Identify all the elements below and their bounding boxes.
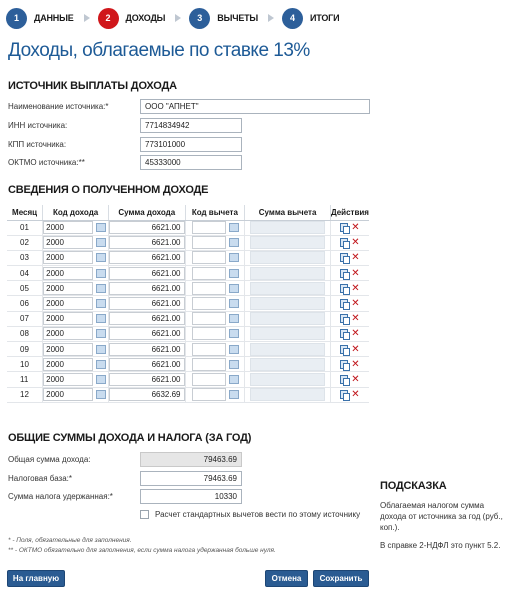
lookup-icon[interactable]: [229, 375, 239, 384]
hint-title: ПОДСКАЗКА: [380, 480, 447, 492]
income-sum-input[interactable]: 6621.00: [109, 282, 184, 295]
deduction-sum-input: [250, 327, 325, 340]
lookup-icon[interactable]: [229, 314, 239, 323]
deduction-code-cell: [185, 220, 245, 235]
income-sum-cell: [109, 387, 185, 402]
deduction-code-input[interactable]: [192, 388, 226, 401]
month-cell: [7, 326, 43, 341]
deduction-sum-cell: [245, 266, 331, 281]
deduction-sum-cell: [245, 326, 331, 341]
actions-cell: [330, 342, 369, 357]
table-row: [7, 342, 369, 357]
deduction-sum-cell: [245, 296, 331, 311]
month-value: 04: [20, 268, 29, 278]
income-sum-input[interactable]: 6621.00: [109, 236, 184, 249]
col-month: Месяц: [7, 205, 43, 220]
tax-base-input[interactable]: 79463.69: [140, 471, 242, 486]
deduction-sum-input: [250, 373, 325, 386]
cancel-button[interactable]: Отмена: [265, 570, 308, 587]
copy-icon[interactable]: [340, 253, 348, 262]
page-title: Доходы, облагаемые по ставке 13%: [8, 40, 310, 61]
lookup-icon[interactable]: [229, 223, 239, 232]
income-code-input[interactable]: 2000: [43, 282, 93, 295]
tax-withheld-input[interactable]: 10330: [140, 489, 242, 504]
delete-icon[interactable]: ✕: [351, 328, 360, 340]
footnote-oktmo: ** - ОКТМО обязательно для заполнения, если сумма налога удержанная больше нуля.: [8, 547, 276, 554]
income-sum-cell: [109, 220, 185, 235]
income-sum-cell: [109, 235, 185, 250]
copy-icon[interactable]: [340, 314, 348, 323]
standard-deductions-row: [140, 507, 360, 522]
income-code-input[interactable]: 2000: [43, 251, 93, 264]
income-code-cell: [43, 281, 109, 296]
deduction-code-cell: [185, 372, 245, 387]
income-code-input[interactable]: 2000: [43, 327, 93, 340]
income-sum-input[interactable]: 6621.00: [109, 312, 184, 325]
kpp-row: [8, 137, 242, 152]
deduction-sum-cell: [245, 357, 331, 372]
month-cell: [7, 235, 43, 250]
deduction-code-cell: [185, 357, 245, 372]
actions-cell: [330, 372, 369, 387]
oktmo-row: [8, 155, 242, 170]
table-row: [7, 266, 369, 281]
month-value: 05: [20, 283, 29, 293]
step-number: 2: [98, 8, 119, 29]
step-label: ИТОГИ: [310, 13, 340, 23]
lookup-icon[interactable]: [96, 345, 106, 354]
deduction-sum-input: [250, 282, 325, 295]
month-cell: [7, 372, 43, 387]
month-value: 01: [20, 223, 29, 233]
income-sum-cell: [109, 342, 185, 357]
totals-section-title: ОБЩИЕ СУММЫ ДОХОДА И НАЛОГА (ЗА ГОД): [8, 432, 252, 444]
table-header-row: [7, 205, 369, 220]
standard-deductions-checkbox[interactable]: [140, 510, 149, 519]
source-name-label: Наименование источника:*: [8, 102, 109, 111]
footnote-required: * - Поля, обязательные для заполнения.: [8, 537, 132, 544]
month-value: 08: [20, 329, 29, 339]
delete-icon[interactable]: ✕: [351, 343, 360, 355]
deduction-code-cell: [185, 326, 245, 341]
month-value: 10: [20, 359, 29, 369]
col-deduction-sum: Сумма вычета: [245, 205, 331, 220]
lookup-icon[interactable]: [229, 329, 239, 338]
income-code-input[interactable]: 2000: [43, 221, 93, 234]
tax-withheld-row: [8, 489, 242, 504]
deduction-sum-cell: [245, 250, 331, 265]
lookup-icon[interactable]: [96, 375, 106, 384]
copy-icon[interactable]: [340, 269, 348, 278]
income-code-cell: [43, 357, 109, 372]
income-sum-input[interactable]: 6621.00: [109, 297, 184, 310]
deduction-code-cell: [185, 250, 245, 265]
income-sum-input[interactable]: 6621.00: [109, 251, 184, 264]
step-number: 1: [6, 8, 27, 29]
step-label: ДОХОДЫ: [125, 13, 166, 23]
month-cell: [7, 266, 43, 281]
deduction-code-cell: [185, 235, 245, 250]
income-sum-input[interactable]: 6621.00: [109, 358, 184, 371]
income-sum-input[interactable]: 6621.00: [109, 327, 184, 340]
deduction-sum-input: [250, 358, 325, 371]
income-sum-input[interactable]: 6621.00: [109, 267, 184, 280]
income-code-cell: [43, 266, 109, 281]
table-row: [7, 357, 369, 372]
delete-icon[interactable]: ✕: [351, 373, 360, 385]
month-value: 12: [20, 390, 29, 400]
income-code-cell: [43, 296, 109, 311]
deduction-code-cell: [185, 296, 245, 311]
delete-icon[interactable]: ✕: [351, 237, 360, 249]
copy-icon[interactable]: [340, 390, 348, 399]
step-results[interactable]: [282, 8, 339, 29]
deduction-code-cell: [185, 342, 245, 357]
delete-icon[interactable]: ✕: [351, 282, 360, 294]
table-row: [7, 372, 369, 387]
step-arrow-icon: [175, 14, 181, 22]
lookup-icon[interactable]: [96, 360, 106, 369]
delete-icon[interactable]: ✕: [351, 222, 360, 234]
col-actions: Действия: [330, 205, 369, 220]
actions-cell: [330, 326, 369, 341]
copy-icon[interactable]: [340, 345, 348, 354]
income-code-cell: [43, 250, 109, 265]
copy-icon[interactable]: [340, 299, 348, 308]
delete-icon[interactable]: ✕: [351, 252, 360, 264]
step-label: ДАННЫЕ: [34, 13, 74, 23]
delete-icon[interactable]: ✕: [351, 358, 360, 370]
oktmo-label: ОКТМО источника:**: [8, 158, 85, 167]
lookup-icon[interactable]: [229, 238, 239, 247]
lookup-icon[interactable]: [229, 269, 239, 278]
step-data[interactable]: [6, 8, 74, 29]
copy-icon[interactable]: [340, 223, 348, 232]
deduction-sum-input: [250, 343, 325, 356]
income-sum-cell: [109, 281, 185, 296]
deduction-sum-cell: [245, 220, 331, 235]
hint-text: Облагаемая налогом сумма дохода от источника за год (руб., коп.).: [380, 501, 503, 532]
lookup-icon[interactable]: [96, 299, 106, 308]
deduction-code-input[interactable]: [192, 327, 226, 340]
copy-icon[interactable]: [340, 360, 348, 369]
source-name-input[interactable]: ООО "АПНЕТ": [140, 99, 370, 114]
month-value: 11: [20, 374, 29, 384]
deduction-code-cell: [185, 281, 245, 296]
deduction-sum-input: [250, 251, 325, 264]
col-income-code: Код дохода: [43, 205, 109, 220]
deduction-sum-input: [250, 267, 325, 280]
income-table-body: [7, 220, 369, 402]
deduction-code-input[interactable]: [192, 358, 226, 371]
table-row: [7, 281, 369, 296]
month-cell: [7, 250, 43, 265]
delete-icon[interactable]: ✕: [351, 267, 360, 279]
total-income-input: 79463.69: [140, 452, 242, 467]
income-code-cell: [43, 311, 109, 326]
lookup-icon[interactable]: [96, 223, 106, 232]
lookup-icon[interactable]: [229, 345, 239, 354]
lookup-icon[interactable]: [96, 390, 106, 399]
income-code-cell: [43, 326, 109, 341]
deduction-code-cell: [185, 266, 245, 281]
actions-cell: [330, 296, 369, 311]
delete-icon[interactable]: ✕: [351, 389, 360, 401]
copy-icon[interactable]: [340, 284, 348, 293]
actions-cell: [330, 387, 369, 402]
income-sum-cell: [109, 250, 185, 265]
income-sum-cell: [109, 326, 185, 341]
month-cell: [7, 220, 43, 235]
income-code-input[interactable]: 2000: [43, 236, 93, 249]
month-cell: [7, 281, 43, 296]
income-code-cell: [43, 387, 109, 402]
oktmo-input[interactable]: 45333000: [140, 155, 242, 170]
income-code-input[interactable]: 2000: [43, 267, 93, 280]
deduction-sum-cell: [245, 372, 331, 387]
step-income[interactable]: [98, 8, 166, 29]
deduction-sum-cell: [245, 387, 331, 402]
step-number: 4: [282, 8, 303, 29]
lookup-icon[interactable]: [229, 253, 239, 262]
month-cell: [7, 296, 43, 311]
month-cell: [7, 342, 43, 357]
actions-cell: [330, 250, 369, 265]
deduction-code-input[interactable]: [192, 312, 226, 325]
deduction-sum-cell: [245, 235, 331, 250]
income-section-title: СВЕДЕНИЯ О ПОЛУЧЕННОМ ДОХОДЕ: [8, 184, 209, 196]
income-code-input[interactable]: 2000: [43, 343, 93, 356]
income-sum-input[interactable]: 6621.00: [109, 221, 184, 234]
kpp-input[interactable]: 773101000: [140, 137, 242, 152]
kpp-label: КПП источника:: [8, 140, 67, 149]
deduction-code-input[interactable]: [192, 343, 226, 356]
month-value: 02: [20, 238, 29, 248]
inn-row: [8, 118, 242, 133]
copy-icon[interactable]: [340, 375, 348, 384]
deduction-sum-input: [250, 221, 325, 234]
standard-deductions-label: Расчет стандартных вычетов вести по этому источнику: [155, 510, 361, 519]
total-income-row: [8, 452, 242, 467]
income-sum-input[interactable]: 6621.00: [109, 343, 184, 356]
income-sum-cell: [109, 266, 185, 281]
deduction-code-input[interactable]: [192, 236, 226, 249]
income-code-input[interactable]: 2000: [43, 297, 93, 310]
deduction-sum-cell: [245, 342, 331, 357]
lookup-icon[interactable]: [229, 284, 239, 293]
actions-cell: [330, 266, 369, 281]
lookup-icon[interactable]: [96, 253, 106, 262]
actions-cell: [330, 235, 369, 250]
copy-icon[interactable]: [340, 238, 348, 247]
lookup-icon[interactable]: [229, 360, 239, 369]
col-income-sum: Сумма дохода: [109, 205, 185, 220]
lookup-icon[interactable]: [96, 329, 106, 338]
income-code-input[interactable]: 2000: [43, 373, 93, 386]
month-value: 07: [20, 314, 29, 324]
deduction-code-input[interactable]: [192, 297, 226, 310]
tax-withheld-label: Сумма налога удержанная:*: [8, 492, 113, 501]
actions-cell: [330, 311, 369, 326]
deduction-code-input[interactable]: [192, 251, 226, 264]
step-arrow-icon: [84, 14, 90, 22]
income-code-input[interactable]: 2000: [43, 358, 93, 371]
deduction-code-input[interactable]: [192, 221, 226, 234]
deduction-code-cell: [185, 311, 245, 326]
income-code-cell: [43, 372, 109, 387]
delete-icon[interactable]: ✕: [351, 298, 360, 310]
income-sum-cell: [109, 372, 185, 387]
inn-label: ИНН источника:: [8, 121, 68, 130]
source-section-title: ИСТОЧНИК ВЫПЛАТЫ ДОХОДА: [8, 80, 177, 92]
lookup-icon[interactable]: [229, 390, 239, 399]
home-button[interactable]: На главную: [7, 570, 65, 587]
lookup-icon[interactable]: [96, 284, 106, 293]
table-row: [7, 387, 369, 402]
inn-input[interactable]: 7714834942: [140, 118, 242, 133]
income-code-cell: [43, 342, 109, 357]
deduction-code-cell: [185, 387, 245, 402]
lookup-icon[interactable]: [96, 269, 106, 278]
actions-cell: [330, 281, 369, 296]
hint-text-ndfl: В справке 2-НДФЛ это пункт 5.2.: [380, 541, 501, 550]
lookup-icon[interactable]: [96, 314, 106, 323]
deduction-sum-input: [250, 388, 325, 401]
actions-cell: [330, 220, 369, 235]
month-cell: [7, 357, 43, 372]
table-row: [7, 296, 369, 311]
lookup-icon[interactable]: [229, 299, 239, 308]
income-code-cell: [43, 235, 109, 250]
income-sum-input[interactable]: 6632.69: [109, 388, 184, 401]
month-value: 06: [20, 299, 29, 309]
income-table: [7, 205, 369, 403]
deduction-sum-input: [250, 297, 325, 310]
deduction-sum-input: [250, 312, 325, 325]
total-income-label: Общая сумма дохода:: [8, 455, 91, 464]
month-value: 09: [20, 344, 29, 354]
table-row: [7, 326, 369, 341]
step-arrow-icon: [268, 14, 274, 22]
deduction-code-input[interactable]: [192, 267, 226, 280]
income-sum-cell: [109, 311, 185, 326]
actions-cell: [330, 357, 369, 372]
month-value: 03: [20, 253, 29, 263]
deduction-code-input[interactable]: [192, 282, 226, 295]
income-code-cell: [43, 220, 109, 235]
deduction-code-input[interactable]: [192, 373, 226, 386]
income-sum-cell: [109, 357, 185, 372]
income-code-input[interactable]: 2000: [43, 312, 93, 325]
delete-icon[interactable]: ✕: [351, 313, 360, 325]
income-sum-input[interactable]: 6621.00: [109, 373, 184, 386]
hint-panel: [380, 480, 510, 558]
income-code-input[interactable]: 2000: [43, 388, 93, 401]
step-deductions[interactable]: [189, 8, 258, 29]
table-row: [7, 235, 369, 250]
col-deduction-code: Код вычета: [185, 205, 245, 220]
tax-base-row: [8, 471, 242, 486]
copy-icon[interactable]: [340, 329, 348, 338]
month-cell: [7, 387, 43, 402]
income-sum-cell: [109, 296, 185, 311]
step-label: ВЫЧЕТЫ: [217, 13, 259, 23]
lookup-icon[interactable]: [96, 238, 106, 247]
source-name-row: [8, 99, 370, 114]
month-cell: [7, 311, 43, 326]
table-row: [7, 250, 369, 265]
table-row: [7, 311, 369, 326]
deduction-sum-input: [250, 236, 325, 249]
save-button[interactable]: Сохранить: [313, 570, 369, 587]
deduction-sum-cell: [245, 311, 331, 326]
deduction-sum-cell: [245, 281, 331, 296]
table-row: [7, 220, 369, 235]
wizard-steps: [6, 7, 339, 29]
tax-base-label: Налоговая база:*: [8, 474, 72, 483]
step-number: 3: [189, 8, 210, 29]
